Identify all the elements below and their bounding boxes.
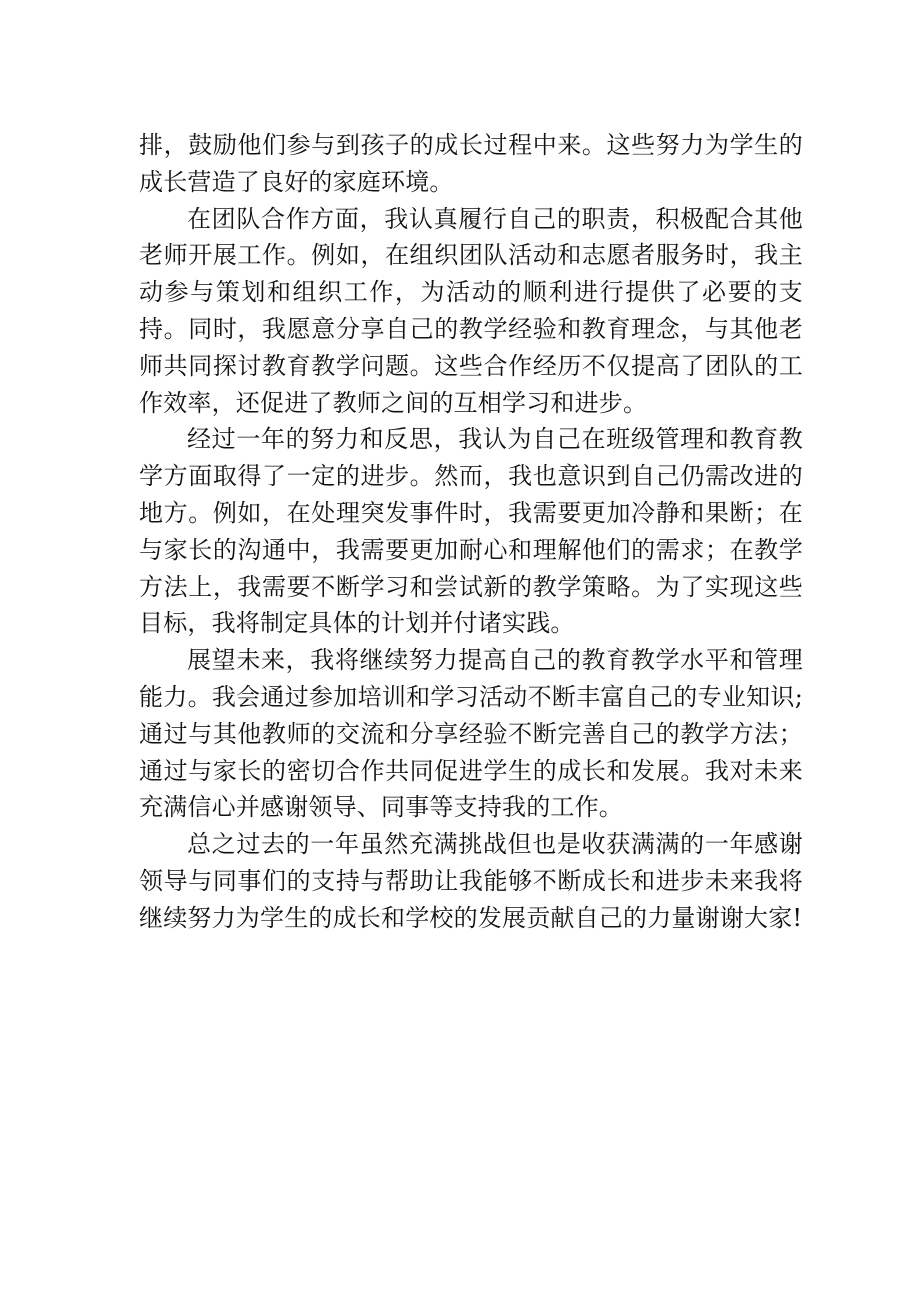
paragraph-conclusion: 总之过去的一年虽然充满挑战但也是收获满满的一年感谢领导与同事们的支持与帮助让我能够不断成长和进步未来我将继续努力为学生的成长和学校的发展贡献自己的力量谢谢大家! [139,830,803,932]
paragraph-reflection: 经过一年的努力和反思，我认为自己在班级管理和教育教学方面取得了一定的进步。然而，我也意识到自己仍需改进的地方。例如，在处理突发事件时，我需要更加冷静和果断；在与家长的沟通中，我需要更加耐心和理解他们的需求；在教学方法上，我需要不断学习和尝试新的教学策略。为了实现这些目标，我将制定具体的计划并付诸实践。 [139,425,803,638]
paragraph-team-cooperation: 在团队合作方面，我认真履行自己的职责，积极配合其他老师开展工作。例如，在组织团队活动和志愿者服务时，我主动参与策划和组织工作，为活动的顺利进行提供了必要的支持。同时，我愿意分享自己的教学经验和教育理念，与其他老师共同探讨教育教学问题。这些合作经历不仅提高了团队的工作效率，还促进了教师之间的互相学习和进步。 [139,204,803,417]
paragraph-continued: 排，鼓励他们参与到孩子的成长过程中来。这些努力为学生的成长营造了良好的家庭环境。 [139,131,803,196]
document-body [139,127,803,937]
paragraph-outlook: 展望未来，我将继续努力提高自己的教育教学水平和管理能力。我会通过参加培训和学习活动不断丰富自己的专业知识;通过与其他教师的交流和分享经验不断完善自己的教学方法；通过与家长的密切合作共同促进学生的成长和发展。我对未来充满信心并感谢领导、同事等支持我的工作。 [139,646,803,822]
